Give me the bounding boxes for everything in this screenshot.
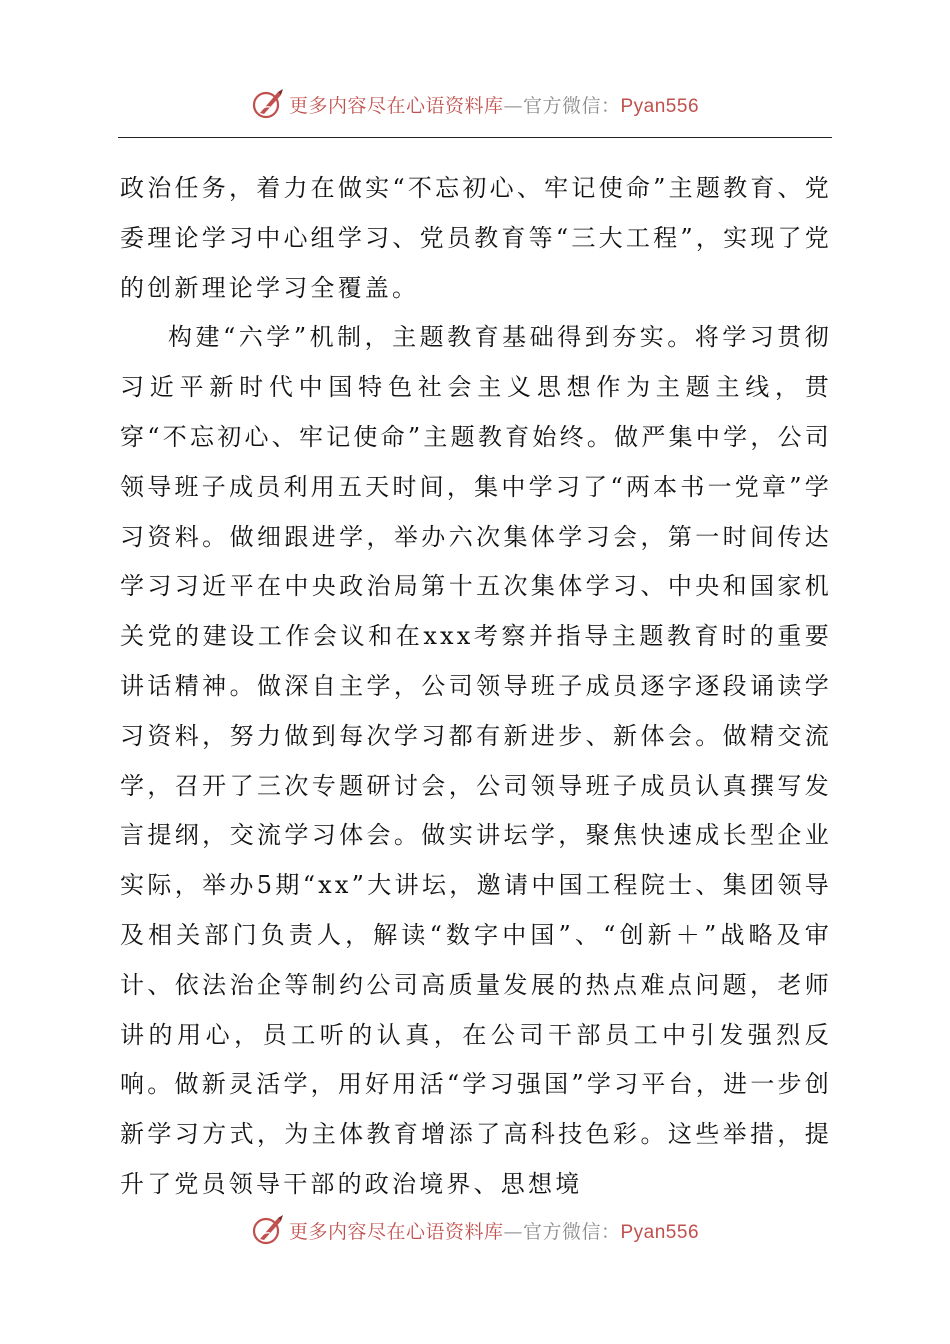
watermark-brand: 更多内容尽在心语资料库: [288, 94, 504, 117]
watermark-separator: —: [503, 1220, 523, 1243]
watermark-wechat-id: Pyan556: [620, 95, 700, 117]
watermark-text: [289, 91, 699, 118]
footer-watermark: [0, 1210, 950, 1250]
quill-logo-icon: [251, 87, 285, 121]
watermark-wechat-id: Pyan556: [620, 1221, 700, 1243]
quill-logo-icon: [251, 1213, 285, 1247]
watermark-label: 官方微信：: [522, 1220, 621, 1243]
paragraph-2: 构建“六学”机制，主题教育基础得到夯实。将学习贯彻习近平新时代中国特色社会主义思想作为主题主线，贯穿“不忘初心、牢记使命”主题教育始终。做严集中学，公司领导班子成员利用五天时间，集中学习了“两本书一党章”学习资料。做细跟进学，举办六次集体学习会，第一时间传达学习习近平在中央政治局第十五次集体学习、中央和国家机关党的建设工作会议和在xxx考察并指导主题教育时的重要讲话精神。做深自主学，公司领导班子成员逐字逐段诵读学习资料，努力做到每次学习都有新进步、新体会。做精交流学，召开了三次专题研讨会，公司领导班子成员认真撰写发言提纲，交流学习体会。做实讲坛学，聚焦快速成长型企业实际，举办5期“xx”大讲坛，邀请中国工程院士、集团领导及相关部门负责人，解读“数字中国”、“创新＋”战略及审计、依法治企等制约公司高质量发展的热点难点问题，老师讲的用心，员工听的认真，在公司干部员工中引发强烈反响。做新灵活学，用好用活“学习强国”学习平台，进一步创新学习方式，为主体教育增添了高科技色彩。这些举措，提升了党员领导干部的政治境界、思想境: [120, 323, 832, 1198]
header-divider: [118, 137, 832, 138]
watermark-separator: —: [503, 94, 523, 117]
watermark-brand: 更多内容尽在心语资料库: [288, 1220, 504, 1243]
paragraph-1: 政治任务，着力在做实“不忘初心、牢记使命”主题教育、党委理论学习中心组学习、党员教育等“三大工程”，实现了党的创新理论学习全覆盖。: [120, 174, 832, 302]
document-body: [120, 164, 832, 1210]
header-watermark: [0, 84, 950, 124]
watermark-label: 官方微信：: [522, 94, 621, 117]
watermark-text: [289, 1217, 699, 1244]
